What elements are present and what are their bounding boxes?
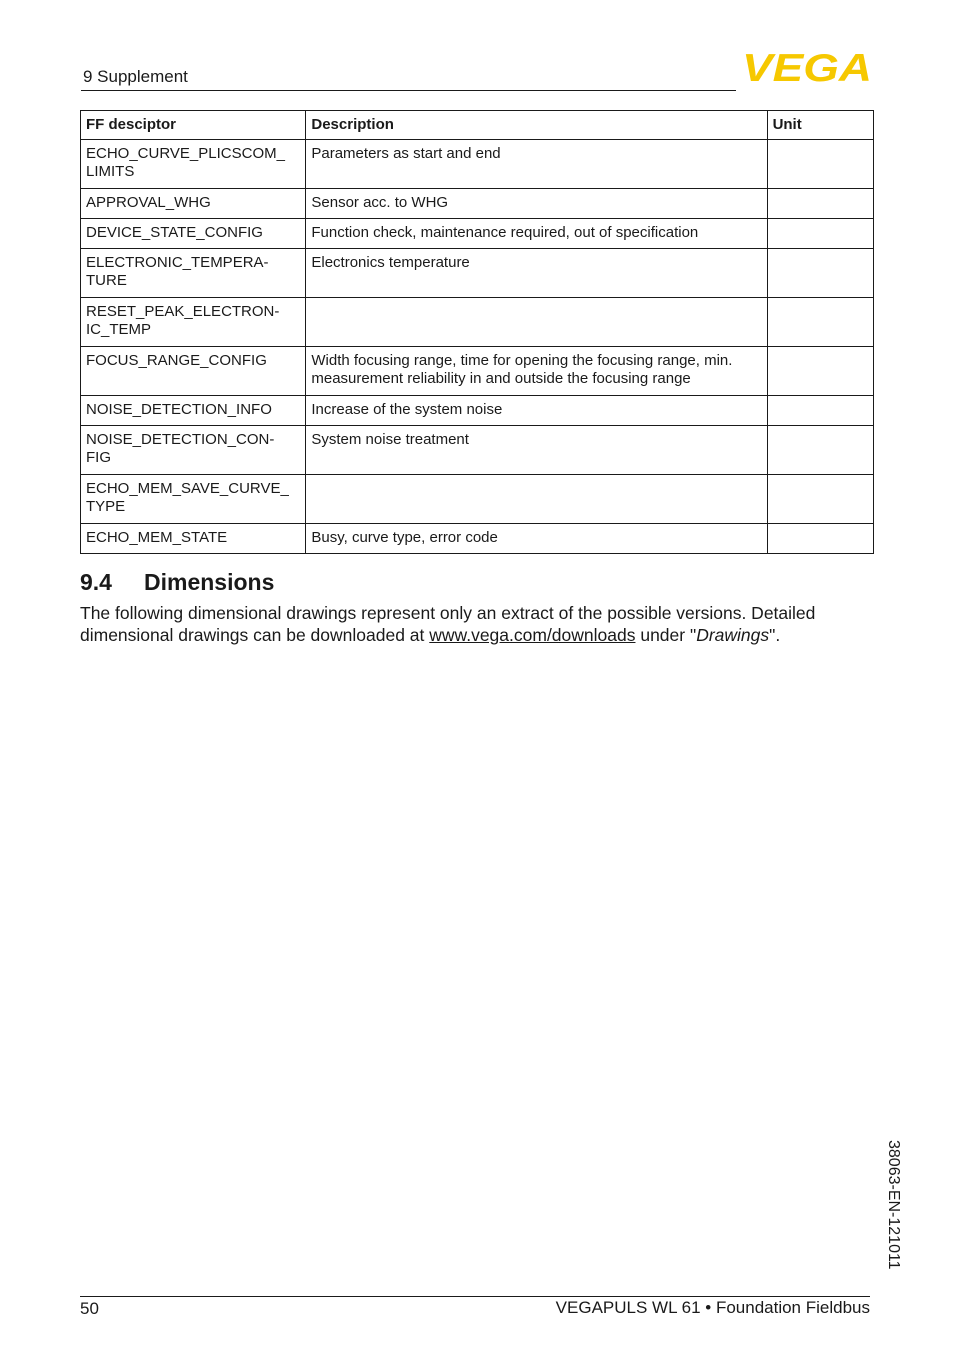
table-row [81,249,874,298]
table-row [81,524,874,554]
section-paragraph [80,602,870,646]
cell-unit [767,140,873,189]
paragraph-text-start: The following dimensional drawings represent only an extract of the possible versions. Detailed dimensional drawings can be downloaded at [80,603,816,645]
cell-descriptor: NOISE_DETECTION_CON- FIG [81,426,306,475]
cell-description [306,298,767,347]
cell-descriptor: ECHO_MEM_STATE [81,524,306,554]
table-row [81,475,874,524]
table-row [81,189,874,219]
cell-unit [767,475,873,524]
cell-descriptor: APPROVAL_WHG [81,189,306,219]
cell-descriptor: RESET_PEAK_ELECTRON- IC_TEMP [81,298,306,347]
downloads-link[interactable]: www.vega.com/downloads [429,625,636,645]
cell-unit [767,189,873,219]
cell-unit [767,347,873,396]
paragraph-text-end: ". [769,625,781,645]
table-row [81,219,874,249]
drawings-emphasis: Drawings [696,625,770,645]
table-row [81,347,874,396]
section-number: 9.4 [80,569,112,595]
section-heading [80,569,274,596]
header-rule [81,90,736,91]
column-header-descriptor: FF desciptor [81,111,306,140]
footer-title: VEGAPULS WL 61 • Foundation Fieldbus [555,1298,870,1317]
cell-description: Increase of the system noise [306,396,767,426]
cell-descriptor: DEVICE_STATE_CONFIG [81,219,306,249]
cell-unit [767,219,873,249]
cell-description: Electronics temperature [306,249,767,298]
cell-description [306,475,767,524]
cell-unit [767,396,873,426]
ff-descriptor-table [80,110,874,554]
cell-unit [767,298,873,347]
cell-descriptor: NOISE_DETECTION_INFO [81,396,306,426]
table-row [81,140,874,189]
cell-description: Parameters as start and end [306,140,767,189]
cell-descriptor: ECHO_MEM_SAVE_CURVE_ TYPE [81,475,306,524]
page-number: 50 [80,1299,99,1318]
vega-logo-text: VEGA [742,50,872,84]
cell-description: Function check, maintenance required, out of specification [306,219,767,249]
cell-unit [767,249,873,298]
paragraph-text-middle: under " [635,625,697,645]
document-code: 38063-EN-121011 [885,1140,902,1270]
cell-descriptor: ELECTRONIC_TEMPERA- TURE [81,249,306,298]
cell-description: System noise treatment [306,426,767,475]
cell-descriptor: ECHO_CURVE_PLICSCOM_ LIMITS [81,140,306,189]
footer-rule [80,1296,870,1297]
vega-logo [740,50,874,84]
cell-unit [767,426,873,475]
cell-description: Width focusing range, time for opening the focusing range, min. measurement reliability in and outside the focusing range [306,347,767,396]
column-header-unit: Unit [767,111,873,140]
running-header-section: 9 Supplement [83,67,188,86]
section-title: Dimensions [144,569,275,595]
column-header-description: Description [306,111,767,140]
cell-description: Sensor acc. to WHG [306,189,767,219]
table-row [81,298,874,347]
table-header-row [81,111,874,140]
cell-unit [767,524,873,554]
table-row [81,426,874,475]
cell-descriptor: FOCUS_RANGE_CONFIG [81,347,306,396]
cell-description: Busy, curve type, error code [306,524,767,554]
table-row [81,396,874,426]
